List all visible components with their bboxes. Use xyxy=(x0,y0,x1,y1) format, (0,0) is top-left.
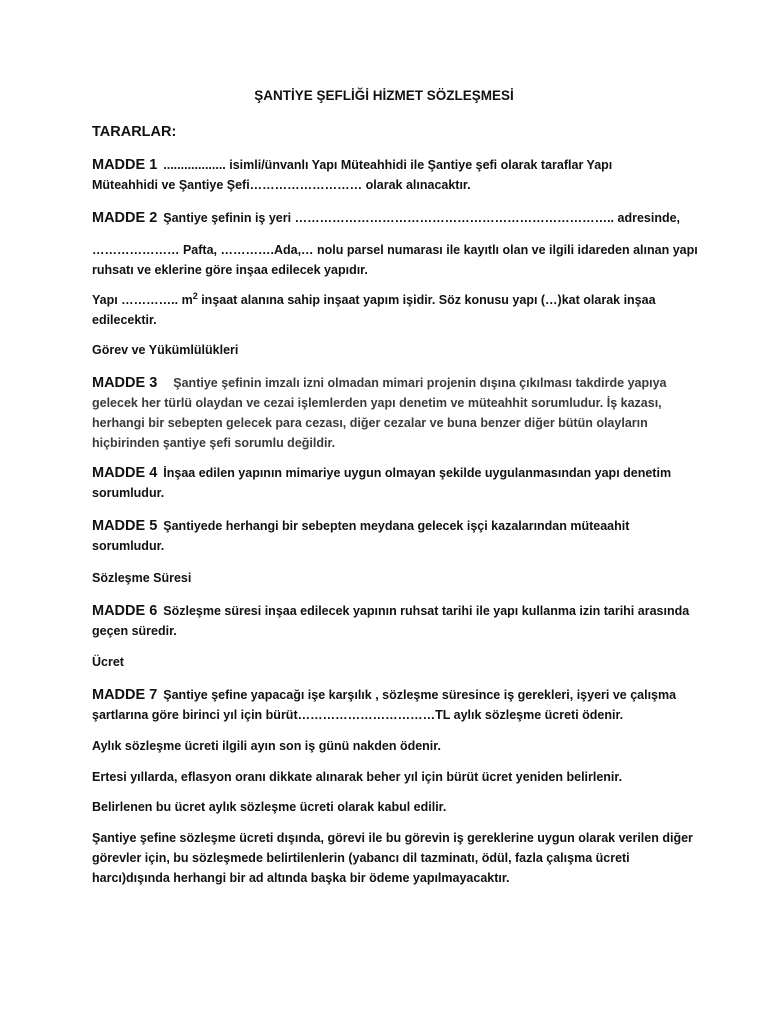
final-line-1: Şantiye şefine sözleşme ücreti dışında, görevi ile bu görevin iş gereklerine uygun olarak verilen diğer xyxy=(92,831,693,845)
article-3 xyxy=(92,373,692,453)
document-title: ŞANTİYE ŞEFLİĞİ HİZMET SÖZLEŞMESİ xyxy=(254,88,514,103)
section-fee: Ücret xyxy=(92,655,124,669)
article-7-label: MADDE 7 xyxy=(92,687,158,703)
article-7 xyxy=(92,685,692,725)
final-line-2: görevler için, bu sözleşmede belirtilenlerin (yabancı dil tazminatı, ödül, fazla çalışma ücreti xyxy=(92,851,630,865)
area-line-2: edilecektir. xyxy=(92,313,157,327)
article-1-label: MADDE 1 xyxy=(92,157,158,173)
accepted-fee-paragraph: Belirlenen bu ücret aylık sözleşme ücreti olarak kabul edilir. xyxy=(92,800,447,814)
final-line-3: harcı)dışında herhangi bir ad altında başka bir ödeme yapılmayacaktır. xyxy=(92,871,510,885)
parties-heading: TARARLAR: xyxy=(92,124,177,140)
inflation-paragraph: Ertesi yıllarda, eflasyon oranı dikkate alınarak beher yıl için bürüt ücret yeniden belirlenir. xyxy=(92,770,623,784)
article-1-line-1: .................. isimli/ünvanlı Yapı Müteahhidi ile Şantiye şefi olarak taraflar Yapı xyxy=(163,158,613,172)
section-term: Sözleşme Süresi xyxy=(92,571,192,585)
article-2-label: MADDE 2 xyxy=(92,210,158,226)
parcel-line-2: ruhsatı ve eklerine göre inşaa edilecek yapıdır. xyxy=(92,263,368,277)
area-superscript: 2 xyxy=(192,290,198,301)
article-5-line-1: Şantiyede herhangi bir sebepten meydana gelecek işçi kazalarından müteaahit xyxy=(163,519,630,533)
article-4 xyxy=(92,463,692,503)
article-1-line-2: Müteahhidi ve Şantiye Şefi……………………… olarak alınacaktır. xyxy=(92,178,471,192)
area-line-1a: Yapı ………….. m xyxy=(92,293,193,307)
article-4-line-2: sorumludur. xyxy=(92,486,165,500)
article-3-line-2: gelecek her türlü olaydan ve cezai işlemlerden yapı denetim ve müteahhit sorumludur. İş kazası, xyxy=(92,396,662,410)
article-5-line-2: sorumludur. xyxy=(92,539,165,553)
article-3-line-3: herhangi bir sebepten gelecek para cezası, diğer cezalar ve buna benzer diğer bütün olayların xyxy=(92,416,648,430)
article-3-line-1: Şantiye şefinin imzalı izni olmadan mimari projenin dışına çıkılması takdirde yapıya xyxy=(173,376,667,390)
article-3-line-4: hiçbirinden şantiye şefi sorumlu değildir. xyxy=(92,436,336,450)
article-2-line-1: Şantiye şefinin iş yeri ………………………………………………………………….. adresinde, xyxy=(163,211,681,225)
parcel-line-1: ………………… Pafta, ………….Ada,… nolu parsel numarası ile kayıtlı olan ve ilgili idareden alınan yapı xyxy=(92,243,698,257)
article-6-label: MADDE 6 xyxy=(92,603,158,619)
section-duties: Görev ve Yükümlülükleri xyxy=(92,343,239,357)
article-1 xyxy=(92,155,692,195)
article-4-label: MADDE 4 xyxy=(92,465,158,481)
article-4-line-1: İnşaa edilen yapının mimariye uygun olmayan şekilde uygulanmasından yapı denetim xyxy=(163,466,672,480)
article-5 xyxy=(92,516,692,556)
article-6 xyxy=(92,601,692,641)
monthly-payment-paragraph: Aylık sözleşme ücreti ilgili ayın son iş günü nakden ödenir. xyxy=(92,739,441,753)
article-2 xyxy=(92,208,692,228)
final-paragraph xyxy=(92,828,692,888)
parcel-paragraph xyxy=(92,240,698,280)
article-7-line-1: Şantiye şefine yapacağı işe karşılık , sözleşme süresince iş gerekleri, işyeri ve çalışma xyxy=(163,688,677,702)
area-line-1b: inşaat alanına sahip inşaat yapım işidir. Söz konusu yapı (…)kat olarak inşaa xyxy=(197,293,656,307)
article-7-line-2: şartlarına göre birinci yıl için bürüt……………………………TL aylık sözleşme ücreti ödenir. xyxy=(92,708,624,722)
article-3-label: MADDE 3 xyxy=(92,375,158,391)
article-6-line-1: Sözleşme süresi inşaa edilecek yapının ruhsat tarihi ile yapı kullanma izin tarihi arasında xyxy=(163,604,690,618)
area-paragraph xyxy=(92,290,692,330)
article-5-label: MADDE 5 xyxy=(92,518,158,534)
article-6-line-2: geçen süredir. xyxy=(92,624,177,638)
